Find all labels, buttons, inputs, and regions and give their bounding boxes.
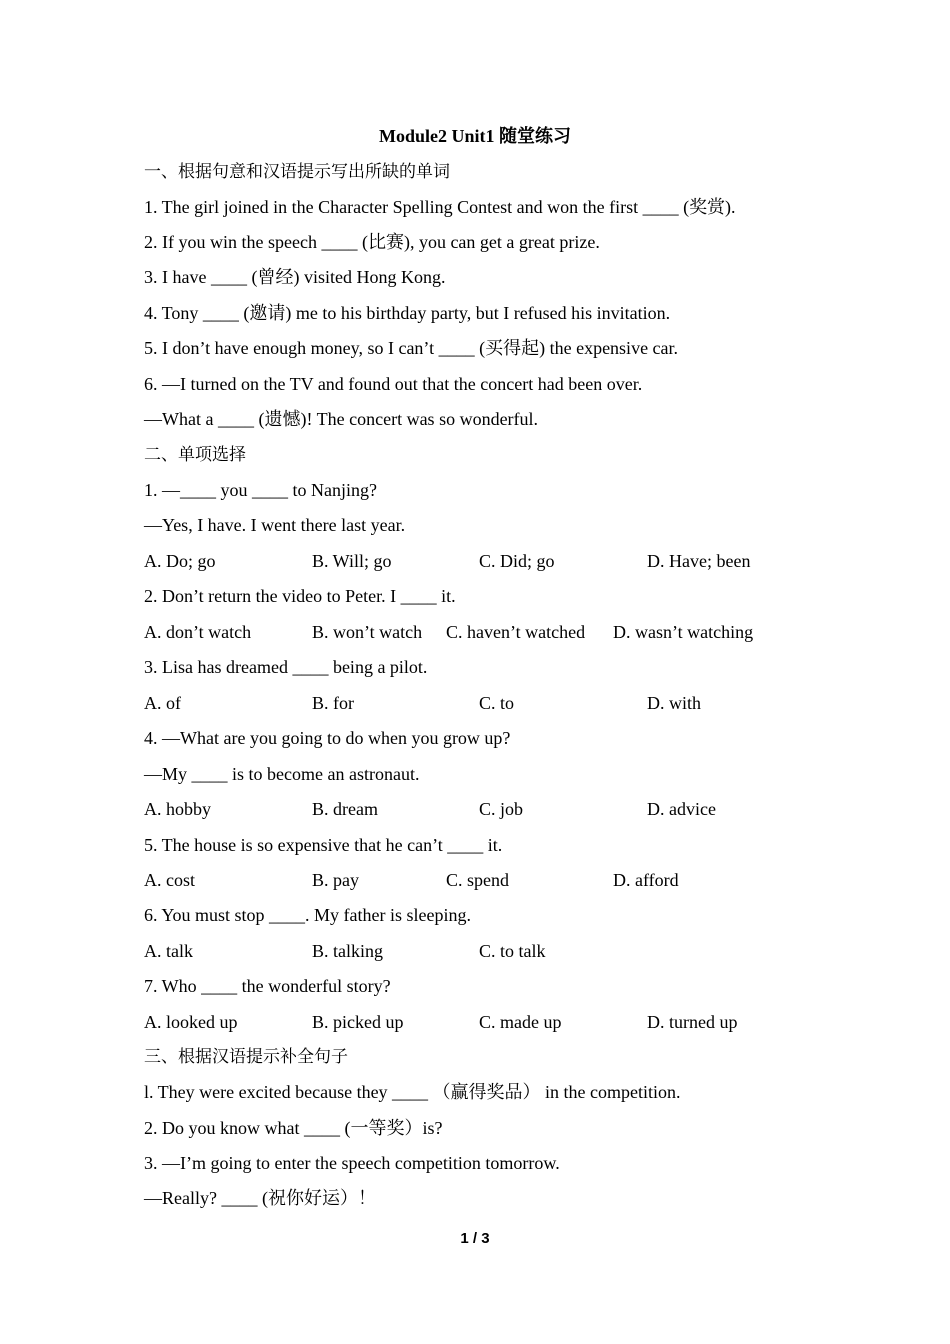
question-stem: —Yes, I have. I went there last year. — [144, 515, 406, 535]
option-c: C. spend — [446, 870, 509, 890]
question-stem: 1. —____ you ____ to Nanjing? — [144, 480, 377, 500]
option-a: A. don’t watch — [144, 622, 252, 642]
question-stem: 2. Don’t return the video to Peter. I ____ it. — [144, 586, 456, 606]
section1-item: 2. If you win the speech ____ (比赛), you can get a great prize. — [144, 232, 600, 252]
section-heading-2: 二、单项选择 — [144, 445, 246, 465]
question-stem: 3. Lisa has dreamed ____ being a pilot. — [144, 657, 428, 677]
option-d: D. afford — [613, 870, 679, 890]
section3-item: 2. Do you know what ____ (一等奖）is? — [144, 1118, 443, 1138]
section-heading-1: 一、根据句意和汉语提示写出所缺的单词 — [144, 162, 450, 182]
option-c: C. haven’t watched — [446, 622, 586, 642]
section1-item: 5. I don’t have enough money, so I can’t ____ (买得起) the expensive car. — [144, 338, 679, 358]
option-b: B. picked up — [312, 1012, 404, 1032]
option-b: B. Will; go — [312, 551, 392, 571]
section-heading-3: 三、根据汉语提示补全句子 — [144, 1047, 348, 1067]
option-d: D. advice — [647, 799, 716, 819]
section1-item: 4. Tony ____ (邀请) me to his birthday party, but I refused his invitation. — [144, 303, 671, 323]
page-number: 1 / 3 — [460, 1230, 490, 1247]
question-stem: —My ____ is to become an astronaut. — [144, 764, 420, 784]
option-d: D. wasn’t watching — [613, 622, 754, 642]
option-a: A. looked up — [144, 1012, 238, 1032]
option-c: C. Did; go — [479, 551, 555, 571]
question-stem: 6. You must stop ____. My father is sleeping. — [144, 905, 472, 925]
option-b: B. talking — [312, 941, 383, 961]
question-stem: 7. Who ____ the wonderful story? — [144, 976, 391, 996]
option-a: A. Do; go — [144, 551, 216, 571]
option-b: B. for — [312, 693, 354, 713]
section3-item: l. They were excited because they ____ （赢得奖品） in the competition. — [144, 1082, 681, 1102]
section1-item: 6. —I turned on the TV and found out that the concert had been over. — [144, 374, 643, 394]
option-a: A. of — [144, 693, 181, 713]
option-c: C. to talk — [479, 941, 546, 961]
option-d: D. Have; been — [647, 551, 751, 571]
section3-item: —Really? ____ (祝你好运）！ — [144, 1188, 376, 1208]
option-a: A. hobby — [144, 799, 211, 819]
option-b: B. won’t watch — [312, 622, 423, 642]
page-title: Module2 Unit1 随堂练习 — [378, 126, 571, 146]
option-a: A. talk — [144, 941, 193, 961]
question-stem: 4. —What are you going to do when you grow up? — [144, 728, 511, 748]
option-b: B. dream — [312, 799, 378, 819]
option-b: B. pay — [312, 870, 359, 890]
section1-item: 1. The girl joined in the Character Spelling Contest and won the first ____ (奖赏). — [144, 197, 736, 217]
option-a: A. cost — [144, 870, 195, 890]
option-d: D. turned up — [647, 1012, 738, 1032]
question-stem: 5. The house is so expensive that he can’t ____ it. — [144, 835, 503, 855]
option-d: D. with — [647, 693, 701, 713]
option-c: C. to — [479, 693, 515, 713]
option-c: C. made up — [479, 1012, 562, 1032]
section3-item: 3. —I’m going to enter the speech competition tomorrow. — [144, 1153, 560, 1173]
section1-item: —What a ____ (遗憾)! The concert was so wonderful. — [144, 409, 539, 429]
section1-item: 3. I have ____ (曾经) visited Hong Kong. — [144, 267, 446, 287]
option-c: C. job — [479, 799, 524, 819]
